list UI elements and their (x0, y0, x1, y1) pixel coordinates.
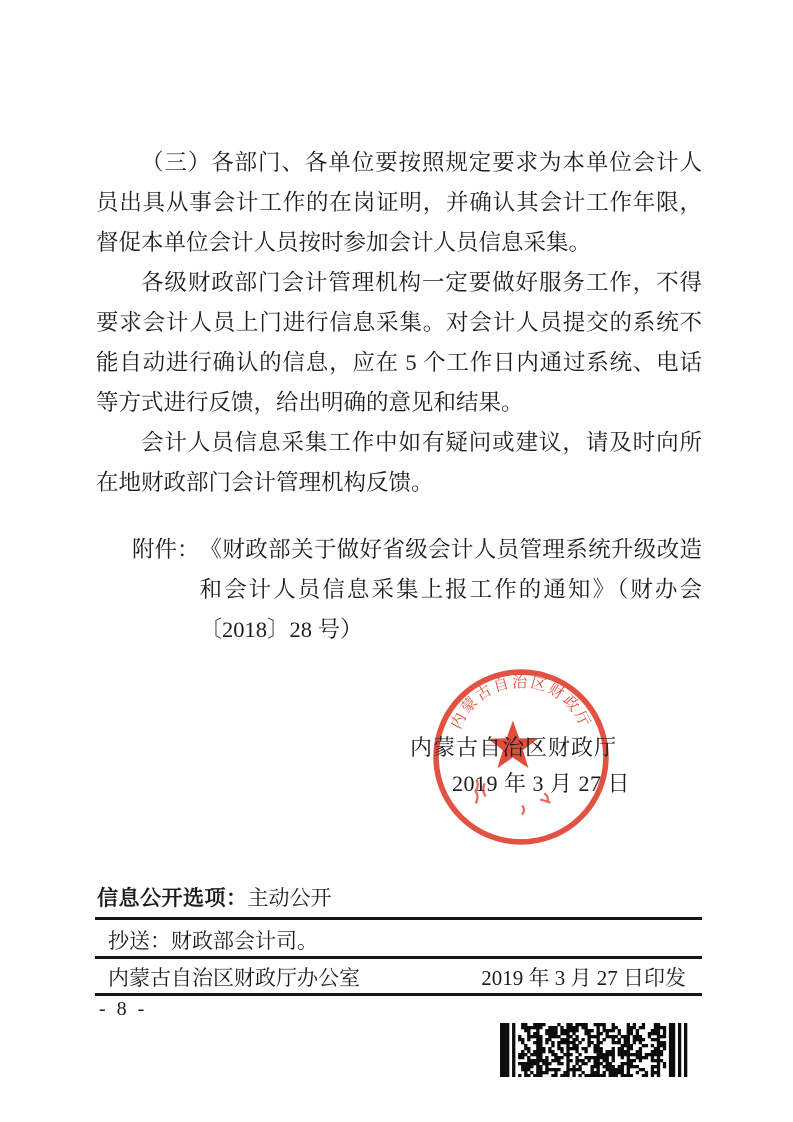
divider-line (95, 956, 702, 959)
attachment-title: 《财政部关于做好省级会计人员管理系统升级改造和会计人员信息采集上报工作的通知》（财办会〔2018〕28 号） (199, 537, 702, 642)
cc-row (108, 925, 318, 955)
disclosure-label: 信息公开选项： (97, 887, 248, 910)
cc-label: 抄送： (108, 929, 171, 953)
svg-text:内蒙古自治区财政厅 (448, 674, 594, 732)
attachment-block (96, 530, 702, 650)
disclosure-value: 主动公开 (247, 886, 332, 910)
paragraph-3: 会计人员信息采集工作中如有疑问或建议，请及时向所在地财政部门会计管理机构反馈。 (96, 430, 702, 495)
seal-arc-text: 内蒙古自治区财政厅 (447, 673, 595, 732)
print-date: 2019 年 3 月 27 日印发 (481, 966, 686, 990)
attachment-label: 附件： (132, 537, 200, 562)
signature-date: 2019 年 3 月 27 日 (452, 771, 631, 796)
disclosure-row (97, 882, 332, 912)
barcode (500, 1023, 690, 1077)
cc-value: 财政部会计司。 (171, 929, 318, 953)
document-body (96, 143, 702, 650)
divider-line (95, 993, 702, 996)
paragraph-1: （三）各部门、各单位要按照规定要求为本单位会计人员出具从事会计工作的在岗证明，并确认其会计工作年限，督促本单位会计人员按时参加会计人员信息采集。 (96, 150, 702, 255)
page-number: - 8 - (99, 998, 148, 1020)
divider-line (95, 917, 702, 920)
signature-organization: 内蒙古自治区财政厅 (410, 735, 618, 760)
issuer-row (108, 962, 686, 992)
issuing-office: 内蒙古自治区财政厅办公室 (108, 966, 360, 990)
paragraph-2: 各级财政部门会计管理机构一定要做好服务工作，不得要求会计人员上门进行信息采集。对会计人员提交的系统不能自动进行确认的信息，应在 5 个工作日内通过系统、电话等方式进行反馈，给出明确的意见和结果。 (96, 270, 702, 415)
